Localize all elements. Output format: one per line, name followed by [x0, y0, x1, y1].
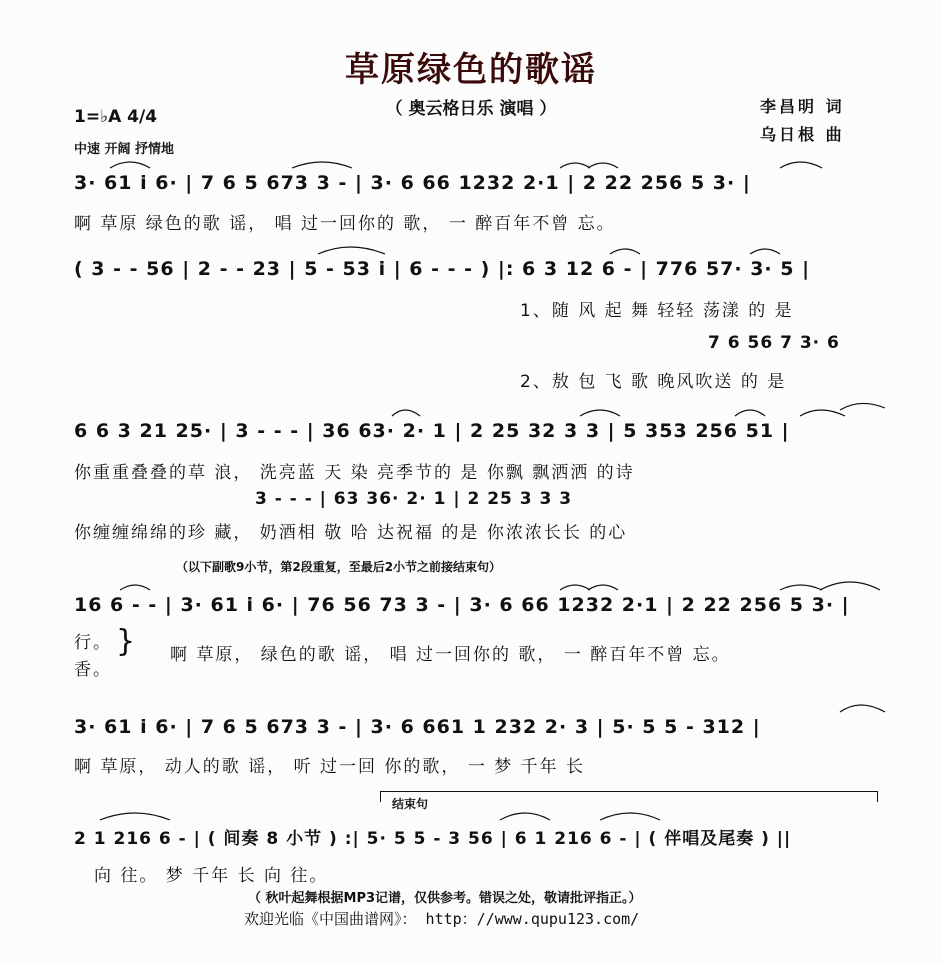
tempo-marking: 中速 开阔 抒情地	[74, 142, 175, 157]
notation-line-2: ( 3 - - 56 | 2 - - 23 | 5 - 53 i | 6 - - - ) |: 6 3 12 6 - | 776 57· 3· 5 |	[74, 258, 811, 280]
key-signature: 1=♭A 4/4	[74, 107, 158, 127]
lyric-line-4-end1: 行。	[74, 633, 112, 653]
composer-credit: 乌日根 曲	[760, 125, 845, 144]
notation-line-3-verse2: 3 - - - | 63 36· 2· 1 | 2 25 3 3 3	[255, 489, 573, 509]
lyric-line-6: 向 往。 梦 千年 长 向 往。	[94, 866, 329, 886]
lyric-line-4-end2: 香。	[74, 660, 112, 680]
lyric-brace: }	[116, 624, 136, 659]
lyric-line-4: 啊 草原， 绿色的歌 谣， 唱 过一回你的 歌， 一 醉百年不曾 忘。	[170, 645, 731, 665]
lyric-line-5: 啊 草原， 动人的歌 谣， 听 过一回 你的歌， 一 梦 千年 长	[74, 757, 586, 777]
performer-subtitle: （ 奥云格日乐 演唱 ）	[385, 99, 557, 119]
lyric-line-3-verse2: 你缠缠绵绵的珍 藏， 奶酒相 敬 哈 达祝福 的是 你浓浓长长 的心	[74, 523, 628, 543]
ending-label: 结束句	[392, 797, 429, 811]
lyric-line-1: 啊 草原 绿色的歌 谣， 唱 过一回你的 歌， 一 醉百年不曾 忘。	[74, 214, 616, 234]
site-credit: 欢迎光临《中国曲谱网》： http：//www.qupu123.com/	[244, 910, 640, 928]
notation-line-3: 6 6 3 21 25· | 3 - - - | 36 63· 2· 1 | 2 25 32 3 3 | 5 353 256 51 |	[74, 420, 790, 442]
notation-line-5: 3· 61 i 6· | 7 6 5 673 3 - | 3· 6 661 1 232 2· 3 | 5· 5 5 - 312 |	[74, 716, 761, 738]
repeat-instruction: （以下副歌9小节，第2段重复，至最后2小节之前接结束句）	[176, 560, 502, 574]
notation-line-6: 2 1 216 6 - | ( 间奏 8 小节 ) :| 5· 5 5 - 3 56 | 6 1 216 6 - | ( 伴唱及尾奏 ) ||	[74, 829, 792, 849]
notation-line-2-verse2: 7 6 56 7 3· 6	[708, 333, 840, 353]
notation-line-4: 16 6 - - | 3· 61 i 6· | 76 56 73 3 - | 3· 6 66 1232 2·1 | 2 22 256 5 3· |	[74, 594, 850, 616]
notation-line-1: 3· 61 i 6· | 7 6 5 673 3 - | 3· 6 66 1232 2·1 | 2 22 256 5 3· |	[74, 172, 751, 194]
page-title: 草原绿色的歌谣	[345, 50, 597, 90]
lyricist-credit: 李昌明 词	[760, 97, 845, 116]
slur-mark	[110, 162, 150, 168]
lyric-line-3-verse1: 你重重叠叠的草 浪， 洗亮蓝 天 染 亮季节的 是 你飘 飘洒洒 的诗	[74, 463, 635, 483]
transcriber-note: （ 秋叶起舞根据MP3记谱，仅供参考。错误之处，敬请批评指正。）	[248, 891, 642, 906]
lyric-line-2-verse1: 1、随 风 起 舞 轻轻 荡漾 的 是	[520, 301, 794, 321]
lyric-line-2-verse2: 2、敖 包 飞 歌 晚风吹送 的 是	[520, 372, 787, 392]
